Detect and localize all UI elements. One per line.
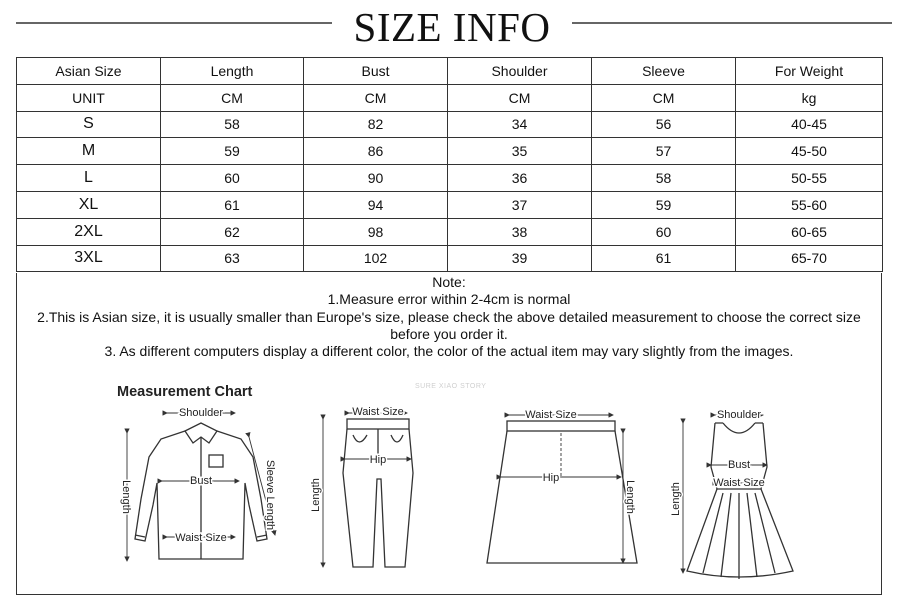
skirt-hip-label: Hip (542, 472, 560, 484)
table-cell: UNIT (17, 84, 161, 111)
shirt-bust-label: Bust (189, 475, 213, 487)
table-cell: S (17, 111, 161, 138)
shirt-sleeve-label: Sleeve Length (264, 459, 276, 531)
table-cell: 35 (448, 138, 592, 165)
table-cell: 65-70 (736, 245, 883, 272)
table-cell: 45-50 (736, 138, 883, 165)
skirt-diagram (487, 421, 637, 563)
note-heading: Note: (432, 274, 466, 290)
skirt-waist-label: Waist Size (525, 409, 577, 421)
shirt-waist-label: Waist Size (175, 532, 227, 544)
title-rule-right (572, 22, 892, 24)
table-cell: 98 (304, 218, 448, 245)
table-cell: 62 (161, 218, 304, 245)
table-cell: CM (161, 84, 304, 111)
table-cell: Length (161, 58, 304, 85)
table-cell: 37 (448, 191, 592, 218)
table-row (17, 218, 883, 245)
shirt-shoulder-label: Shoulder (178, 407, 224, 419)
skirt-length-label: Length (624, 480, 636, 514)
table-cell: 82 (304, 111, 448, 138)
table-cell: 90 (304, 165, 448, 192)
table-cell: CM (448, 84, 592, 111)
table-row (17, 165, 883, 192)
dress-diagram (687, 423, 793, 579)
table-cell: kg (736, 84, 883, 111)
table-cell: 3XL (17, 245, 161, 272)
skirt-measure-lines (501, 415, 623, 563)
table-cell: 56 (592, 111, 736, 138)
table-cell: 39 (448, 245, 592, 272)
table-header-row (17, 58, 883, 85)
table-cell: 58 (161, 111, 304, 138)
table-cell: XL (17, 191, 161, 218)
table-cell: Asian Size (17, 58, 161, 85)
table-cell: 50-55 (736, 165, 883, 192)
dress-length-label: Length (670, 482, 682, 516)
measurement-diagram (17, 273, 883, 595)
table-unit-row (17, 84, 883, 111)
table-cell: 59 (161, 138, 304, 165)
notes-panel (16, 273, 882, 595)
note-2: 2.This is Asian size, it is usually smaller than Europe's size, please check the above detailed measurement to choose the correct size before you order it. (37, 308, 861, 342)
measurement-chart-title: Measurement Chart (117, 384, 253, 400)
title-rule-left (16, 22, 332, 24)
table-cell: For Weight (736, 58, 883, 85)
table-cell: 61 (161, 191, 304, 218)
table-row (17, 111, 883, 138)
pants-diagram (343, 419, 413, 567)
table-row (17, 138, 883, 165)
pants-hip-label: Hip (369, 454, 387, 466)
table-cell: 102 (304, 245, 448, 272)
table-cell: 59 (592, 191, 736, 218)
dress-shoulder-label: Shoulder (716, 409, 762, 421)
note-3: 3. As different computers display a different color, the color of the actual item may vary slightly from the images. (104, 343, 794, 360)
note-1: 1.Measure error within 2-4cm is normal (327, 291, 571, 308)
table-cell: CM (592, 84, 736, 111)
table-cell: 60 (592, 218, 736, 245)
dress-bust-label: Bust (727, 459, 751, 471)
table-cell: 38 (448, 218, 592, 245)
page-title: SIZE INFO (353, 4, 551, 50)
table-cell: 58 (592, 165, 736, 192)
table-cell: Bust (304, 58, 448, 85)
table-cell: Sleeve (592, 58, 736, 85)
pants-waist-label: Waist Size (352, 406, 404, 418)
table-cell: 60-65 (736, 218, 883, 245)
table-cell: 63 (161, 245, 304, 272)
table-cell: 34 (448, 111, 592, 138)
table-cell: 94 (304, 191, 448, 218)
pants-length-label: Length (310, 478, 322, 512)
table-cell: Shoulder (448, 58, 592, 85)
table-row (17, 191, 883, 218)
table-cell: 61 (592, 245, 736, 272)
header (0, 0, 907, 56)
watermark: SURE XIAO STORY (415, 383, 487, 390)
table-cell: M (17, 138, 161, 165)
dress-waist-label: Waist Size (713, 477, 765, 489)
table-cell: 40-45 (736, 111, 883, 138)
shirt-length-label: Length (120, 480, 132, 514)
table-cell: 2XL (17, 218, 161, 245)
table-cell: 57 (592, 138, 736, 165)
table-cell: L (17, 165, 161, 192)
table-cell: 86 (304, 138, 448, 165)
table-cell: 60 (161, 165, 304, 192)
table-cell: CM (304, 84, 448, 111)
table-row (17, 245, 883, 272)
size-table (16, 57, 883, 272)
table-cell: 55-60 (736, 191, 883, 218)
table-cell: 36 (448, 165, 592, 192)
